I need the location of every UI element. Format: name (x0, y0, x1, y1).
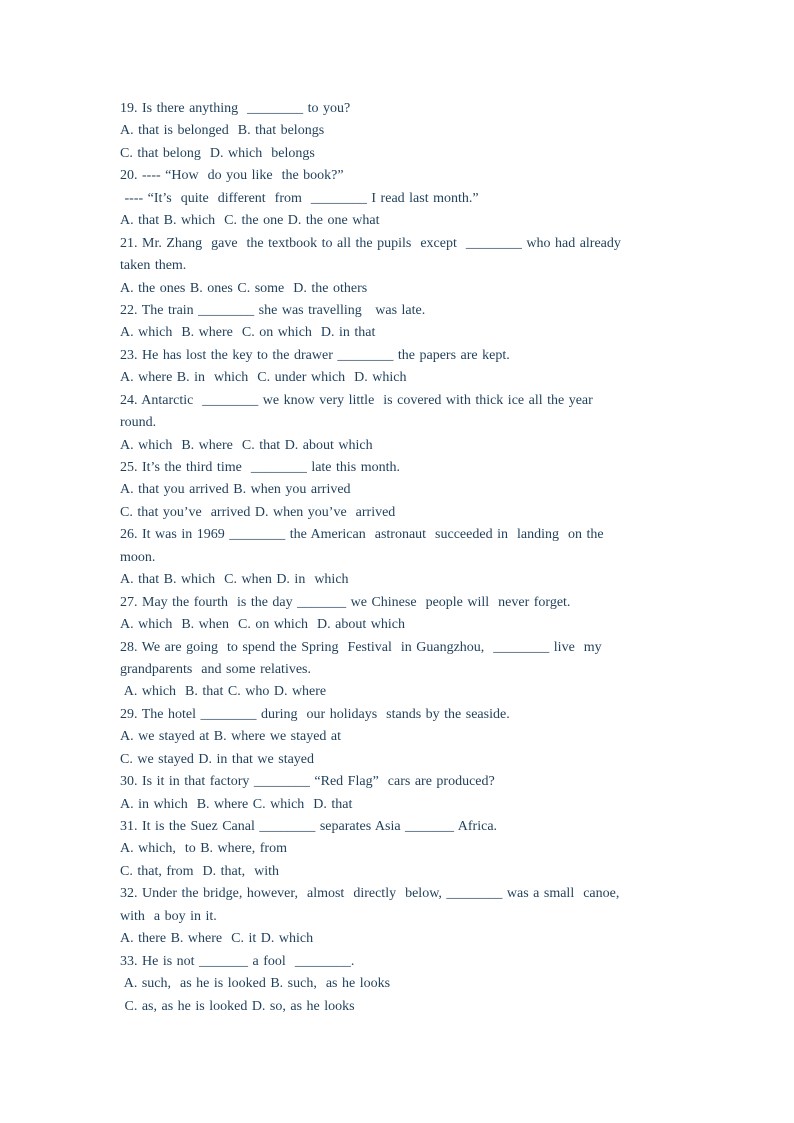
options-32: A. there B. where C. it D. which (120, 931, 314, 947)
options-29-cd: C. we stayed D. in that we stayed (120, 751, 315, 767)
question-29: 29. The hotel ________ during our holidays stands by the seaside. (120, 706, 510, 722)
question-21: 21. Mr. Zhang gave the textbook to all the pupils except ________ who had already (120, 235, 621, 251)
options-33-cd: C. as, as he is looked D. so, as he looks (120, 998, 355, 1014)
options-31-ab: A. which, to B. where, from (120, 841, 287, 857)
question-25: 25. It’s the third time ________ late this month. (120, 460, 401, 475)
question-32: 32. Under the bridge, however, almost directly below, ________ was a small canoe, (120, 886, 620, 902)
options-31-cd: C. that, from D. that, with (120, 863, 280, 879)
question-27: 27. May the fourth is the day _______ we Chinese people will never forget. (120, 594, 571, 610)
question-20-reply: ---- “It’s quite different from ________ I read last month.” (120, 190, 479, 206)
options-26: A. that B. which C. when D. in which (120, 572, 349, 588)
options-25-ab: A. that you arrived B. when you arrived (120, 482, 351, 498)
options-25-cd: C. that you’ve arrived D. when you’ve arrived (120, 504, 396, 520)
question-24-cont: round. (120, 415, 157, 431)
options-30: A. in which B. where C. which D. that (120, 796, 353, 812)
options-22: A. which B. where C. on which D. in that (120, 325, 376, 341)
options-33-ab: A. such, as he is looked B. such, as he looks (120, 976, 391, 992)
options-23: A. where B. in which C. under which D. which (120, 370, 407, 386)
question-32-cont: with a boy in it. (120, 908, 217, 924)
options-19-cd: C. that belong D. which belongs (120, 145, 315, 161)
question-21-cont: taken them. (120, 258, 187, 274)
options-24: A. which B. where C. that D. about which (120, 437, 373, 453)
options-28: A. which B. that C. who D. where (120, 684, 327, 700)
question-24: 24. Antarctic ________ we know very little is covered with thick ice all the year (120, 392, 593, 408)
options-27: A. which B. when C. on which D. about which (120, 617, 405, 633)
question-19: 19. Is there anything ________ to you? (120, 101, 351, 116)
options-29-ab: A. we stayed at B. where we stayed at (120, 729, 342, 745)
question-26: 26. It was in 1969 ________ the American astronaut succeeded in landing on the (120, 527, 604, 543)
question-31: 31. It is the Suez Canal ________ separates Asia _______ Africa. (120, 819, 498, 834)
options-21: A. the ones B. ones C. some D. the others (120, 280, 368, 296)
question-20: 20. ---- “How do you like the book?” (120, 168, 344, 184)
question-28-cont: grandparents and some relatives. (120, 661, 311, 677)
question-33: 33. He is not _______ a fool ________. (120, 953, 355, 969)
options-19-ab: A. that is belonged B. that belongs (120, 123, 325, 139)
options-20: A. that B. which C. the one D. the one what (120, 213, 380, 229)
question-28: 28. We are going to spend the Spring Festival in Guangzhou, ________ live my (120, 639, 602, 655)
exercise-text (120, 98, 660, 1018)
question-22: 22. The train ________ she was travelling was late. (120, 302, 426, 318)
question-30: 30. Is it in that factory ________ “Red Flag” cars are produced? (120, 774, 495, 790)
question-26-cont: moon. (120, 549, 156, 565)
question-23: 23. He has lost the key to the drawer ________ the papers are kept. (120, 347, 510, 363)
